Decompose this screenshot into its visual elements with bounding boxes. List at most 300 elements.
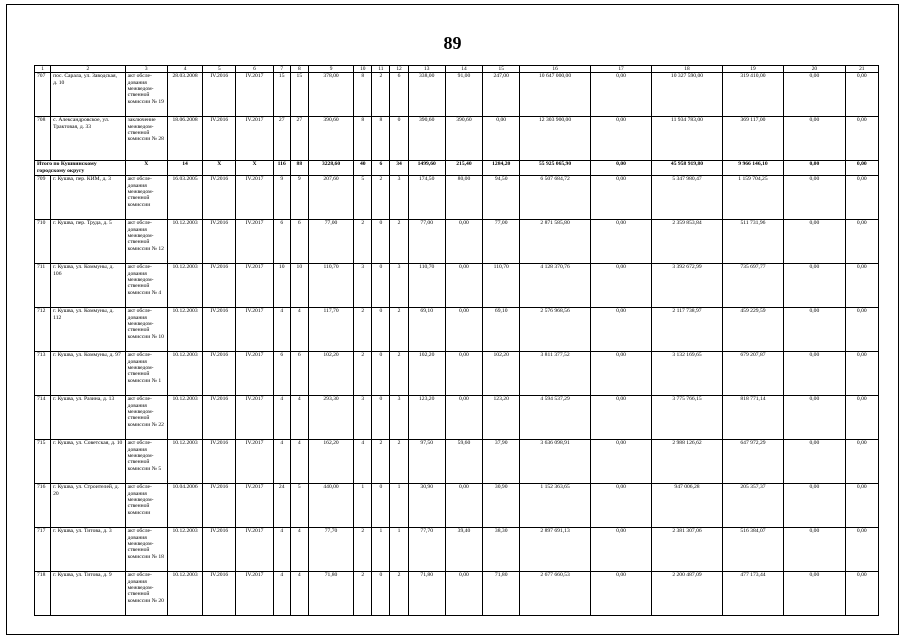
page-number: 89 <box>443 33 462 53</box>
value-cell: 0 <box>372 220 390 264</box>
value-cell: 9 <box>290 176 308 220</box>
value-cell: 3 132 169,65 <box>652 352 723 396</box>
row-number: 708 <box>35 117 51 161</box>
date-cell: 10.12.2003 <box>167 308 202 352</box>
document-cell: Х <box>125 161 167 176</box>
value-cell: 71,80 <box>308 572 353 616</box>
value-cell: 0,00 <box>845 572 878 616</box>
value-cell: 0,00 <box>784 572 845 616</box>
address-cell: г. Кушва, пер. Труда, д. 5 <box>51 220 126 264</box>
value-cell: 205 357,37 <box>722 484 783 528</box>
value-cell: 94,50 <box>483 176 520 220</box>
document-page <box>6 4 899 635</box>
address-cell: г. Кушва, ул. Титова, д. 9 <box>51 572 126 616</box>
value-cell: 3 <box>390 264 408 308</box>
value-cell: 459 229,59 <box>722 308 783 352</box>
value-cell: 338,00 <box>408 73 445 117</box>
row-number: 710 <box>35 220 51 264</box>
value-cell: 102,20 <box>308 352 353 396</box>
value-cell: 0,00 <box>845 220 878 264</box>
value-cell: 110,70 <box>408 264 445 308</box>
value-cell: 293,30 <box>308 396 353 440</box>
value-cell: IV.2017 <box>236 528 273 572</box>
column-number: 21 <box>845 66 878 73</box>
table-row <box>35 440 879 484</box>
value-cell: 247,00 <box>483 73 520 117</box>
value-cell: 71,80 <box>483 572 520 616</box>
value-cell: 0,00 <box>845 484 878 528</box>
value-cell: 4 <box>354 440 372 484</box>
value-cell: 77,00 <box>483 220 520 264</box>
table-row <box>35 73 879 117</box>
table-row <box>35 484 879 528</box>
column-number: 2 <box>51 66 126 73</box>
value-cell: 123,20 <box>408 396 445 440</box>
row-number: 718 <box>35 572 51 616</box>
value-cell: 390,60 <box>408 117 445 161</box>
value-cell: 71,80 <box>408 572 445 616</box>
date-cell: 10.04.2006 <box>167 484 202 528</box>
value-cell: 0,00 <box>590 117 651 161</box>
document-cell: акт обсле-дования межведом-ственной комиссии № 1 <box>125 352 167 396</box>
value-cell: 5 347 980,47 <box>652 176 723 220</box>
value-cell: 390,60 <box>308 117 353 161</box>
value-cell: 0 <box>372 572 390 616</box>
column-number: 6 <box>236 66 273 73</box>
value-cell: IV.2016 <box>203 308 236 352</box>
value-cell: 40 <box>354 161 372 176</box>
date-cell: 10.12.2003 <box>167 264 202 308</box>
date-cell: 18.06.2008 <box>167 117 202 161</box>
value-cell: 2 359 853,84 <box>652 220 723 264</box>
value-cell: 0 <box>390 117 408 161</box>
value-cell: 4 <box>290 528 308 572</box>
value-cell: 88 <box>290 161 308 176</box>
value-cell: 6 <box>273 220 290 264</box>
value-cell: 3 <box>390 396 408 440</box>
row-number: 707 <box>35 73 51 117</box>
value-cell: 59,60 <box>445 440 482 484</box>
value-cell: 0,00 <box>590 528 651 572</box>
value-cell: 3 <box>390 176 408 220</box>
value-cell: 10 647 000,00 <box>520 73 591 117</box>
value-cell: 6 <box>290 352 308 396</box>
value-cell: 0,00 <box>784 308 845 352</box>
value-cell: 0,00 <box>445 352 482 396</box>
value-cell: 3 <box>354 396 372 440</box>
address-cell: г. Кушва, ул. Коммуны, д. 106 <box>51 264 126 308</box>
value-cell: 77,00 <box>408 220 445 264</box>
value-cell: 116 <box>273 161 290 176</box>
value-cell: 0,00 <box>845 117 878 161</box>
value-cell: 2 <box>354 308 372 352</box>
value-cell: 0,00 <box>845 176 878 220</box>
value-cell: 2 <box>372 73 390 117</box>
value-cell: 15 <box>273 73 290 117</box>
value-cell: 0,00 <box>845 264 878 308</box>
address-cell: г. Кушва, пер. КИМ, д. 3 <box>51 176 126 220</box>
value-cell: IV.2016 <box>203 220 236 264</box>
value-cell: 15 <box>290 73 308 117</box>
value-cell: 10 <box>290 264 308 308</box>
value-cell: 2 <box>390 220 408 264</box>
value-cell: 319 410,00 <box>722 73 783 117</box>
value-cell: 4 <box>290 396 308 440</box>
table-row <box>35 572 879 616</box>
value-cell: IV.2017 <box>236 73 273 117</box>
value-cell: 69,10 <box>408 308 445 352</box>
value-cell: 0,00 <box>445 264 482 308</box>
value-cell: 37,90 <box>483 440 520 484</box>
row-number: 715 <box>35 440 51 484</box>
value-cell: 2 871 585,80 <box>520 220 591 264</box>
value-cell: 2 <box>390 440 408 484</box>
value-cell: 207,60 <box>308 176 353 220</box>
value-cell: 0,00 <box>784 176 845 220</box>
value-cell: 1284,20 <box>483 161 520 176</box>
column-number: 17 <box>590 66 651 73</box>
value-cell: IV.2016 <box>203 396 236 440</box>
value-cell: 77,70 <box>308 528 353 572</box>
date-cell: 10.12.2003 <box>167 220 202 264</box>
value-cell: 4 <box>273 440 290 484</box>
value-cell: 6 <box>372 161 390 176</box>
column-number: 9 <box>308 66 353 73</box>
value-cell: 0,00 <box>590 440 651 484</box>
value-cell: 39,40 <box>445 528 482 572</box>
value-cell: 0 <box>372 352 390 396</box>
value-cell: 38,30 <box>483 528 520 572</box>
value-cell: Х <box>203 161 236 176</box>
value-cell: 11 934 783,00 <box>652 117 723 161</box>
column-number: 7 <box>273 66 290 73</box>
table-row <box>35 176 879 220</box>
address-cell: г. Кушва, ул. Советская, д. 10 <box>51 440 126 484</box>
table-row <box>35 352 879 396</box>
row-number: 712 <box>35 308 51 352</box>
value-cell: 0,00 <box>590 176 651 220</box>
value-cell: 0,00 <box>845 161 878 176</box>
value-cell: 378,00 <box>308 73 353 117</box>
column-number: 19 <box>722 66 783 73</box>
value-cell: 9 <box>273 176 290 220</box>
value-cell: 4 594 537,29 <box>520 396 591 440</box>
value-cell: 0,00 <box>784 117 845 161</box>
address-cell: г. Кушва, ул. Коммуны, д. 97 <box>51 352 126 396</box>
row-number: 714 <box>35 396 51 440</box>
value-cell: IV.2016 <box>203 440 236 484</box>
row-number: 709 <box>35 176 51 220</box>
value-cell: IV.2016 <box>203 572 236 616</box>
column-number: 12 <box>390 66 408 73</box>
value-cell: 4 <box>273 528 290 572</box>
date-cell: 10.12.2003 <box>167 528 202 572</box>
value-cell: 102,20 <box>483 352 520 396</box>
value-cell: 4 <box>290 572 308 616</box>
address-cell: пос. Сарала, ул. Заводская, д. 10 <box>51 73 126 117</box>
value-cell: 2 988 126,62 <box>652 440 723 484</box>
value-cell: 4 <box>273 396 290 440</box>
value-cell: 0,00 <box>845 73 878 117</box>
column-number: 18 <box>652 66 723 73</box>
total-row <box>35 161 879 176</box>
total-label: Итого по Кушвинскому городскому округу <box>35 161 126 176</box>
value-cell: 1 <box>390 484 408 528</box>
row-number: 713 <box>35 352 51 396</box>
value-cell: 0,00 <box>590 220 651 264</box>
value-cell: 0,00 <box>590 161 651 176</box>
value-cell: 2 <box>354 220 372 264</box>
value-cell: 0,00 <box>784 396 845 440</box>
value-cell: 6 507 684,72 <box>520 176 591 220</box>
value-cell: 679 207,87 <box>722 352 783 396</box>
value-cell: 8 <box>354 117 372 161</box>
value-cell: 5 <box>290 484 308 528</box>
value-cell: 27 <box>290 117 308 161</box>
column-number: 5 <box>203 66 236 73</box>
value-cell: 6 <box>273 352 290 396</box>
value-cell: IV.2017 <box>236 117 273 161</box>
value-cell: 0,00 <box>445 308 482 352</box>
value-cell: 3 636 098,91 <box>520 440 591 484</box>
value-cell: 0,00 <box>784 528 845 572</box>
value-cell: 6 <box>390 73 408 117</box>
value-cell: 12 303 900,00 <box>520 117 591 161</box>
value-cell: 0,00 <box>784 352 845 396</box>
row-number: 717 <box>35 528 51 572</box>
table-row <box>35 264 879 308</box>
table-row <box>35 220 879 264</box>
column-number-row <box>35 66 879 73</box>
value-cell: 0,00 <box>784 73 845 117</box>
value-cell: IV.2016 <box>203 264 236 308</box>
date-cell: 10.12.2003 <box>167 352 202 396</box>
value-cell: 0,00 <box>590 484 651 528</box>
value-cell: 2 <box>390 308 408 352</box>
value-cell: 6 <box>290 220 308 264</box>
row-number: 711 <box>35 264 51 308</box>
table-row <box>35 396 879 440</box>
column-number: 10 <box>354 66 372 73</box>
table-row <box>35 528 879 572</box>
value-cell: 9 966 146,10 <box>722 161 783 176</box>
document-cell: акт обсле-дования межведом-ственной комиссии № 10 <box>125 308 167 352</box>
value-cell: 162,20 <box>308 440 353 484</box>
value-cell: 123,20 <box>483 396 520 440</box>
value-cell: 0,00 <box>845 396 878 440</box>
value-cell: 0,00 <box>784 264 845 308</box>
date-cell: 14 <box>167 161 202 176</box>
value-cell: 30,90 <box>408 484 445 528</box>
value-cell: 91,00 <box>445 73 482 117</box>
value-cell: 102,20 <box>408 352 445 396</box>
value-cell: Х <box>236 161 273 176</box>
value-cell: 2 <box>354 352 372 396</box>
column-number: 8 <box>290 66 308 73</box>
value-cell: 0,00 <box>590 73 651 117</box>
value-cell: 4 <box>290 440 308 484</box>
value-cell: IV.2017 <box>236 396 273 440</box>
value-cell: 735 697,77 <box>722 264 783 308</box>
value-cell: 215,40 <box>445 161 482 176</box>
value-cell: 0,00 <box>784 161 845 176</box>
value-cell: 1 <box>354 484 372 528</box>
value-cell: 818 771,14 <box>722 396 783 440</box>
document-cell: акт обсле-дования межведом-ственной комиссии № 20 <box>125 572 167 616</box>
document-cell: заключение межведом-ственной комиссии № 28 <box>125 117 167 161</box>
value-cell: 0 <box>372 484 390 528</box>
document-cell: акт обсле-дования межведом-ственной комиссии <box>125 176 167 220</box>
document-cell: акт обсле-дования межведом-ственной комиссии <box>125 484 167 528</box>
value-cell: 2 <box>390 572 408 616</box>
value-cell: 3 775 766,15 <box>652 396 723 440</box>
value-cell: 0,00 <box>784 220 845 264</box>
value-cell: 77,00 <box>308 220 353 264</box>
value-cell: 8 <box>372 117 390 161</box>
value-cell: 0,00 <box>590 308 651 352</box>
value-cell: 4 <box>290 308 308 352</box>
value-cell: 1499,60 <box>408 161 445 176</box>
value-cell: 1 <box>372 528 390 572</box>
value-cell: 0,00 <box>784 484 845 528</box>
address-cell: г. Кушва, ул. Коммуны, д. 112 <box>51 308 126 352</box>
address-cell: г. Кушва, ул. Разина, д. 13 <box>51 396 126 440</box>
value-cell: IV.2016 <box>203 528 236 572</box>
column-number: 16 <box>520 66 591 73</box>
value-cell: 0 <box>372 308 390 352</box>
value-cell: 34 <box>390 161 408 176</box>
value-cell: 2 897 691,13 <box>520 528 591 572</box>
value-cell: IV.2016 <box>203 117 236 161</box>
value-cell: 3 392 672,99 <box>652 264 723 308</box>
value-cell: 2 <box>372 440 390 484</box>
value-cell: 2 <box>354 572 372 616</box>
column-number: 20 <box>784 66 845 73</box>
value-cell: 117,70 <box>308 308 353 352</box>
value-cell: 647 972,29 <box>722 440 783 484</box>
value-cell: 97,50 <box>408 440 445 484</box>
value-cell: 45 958 919,80 <box>652 161 723 176</box>
value-cell: IV.2017 <box>236 220 273 264</box>
value-cell: 516 384,07 <box>722 528 783 572</box>
value-cell: 3 <box>354 264 372 308</box>
value-cell: 947 006,28 <box>652 484 723 528</box>
value-cell: 24 <box>273 484 290 528</box>
value-cell: 2 677 660,53 <box>520 572 591 616</box>
address-cell: г. Кушва, ул. Титова, д. 3 <box>51 528 126 572</box>
value-cell: 5 <box>354 176 372 220</box>
date-cell: 16.03.2005 <box>167 176 202 220</box>
value-cell: 8 <box>354 73 372 117</box>
value-cell: 55 925 065,90 <box>520 161 591 176</box>
value-cell: 369 117,00 <box>722 117 783 161</box>
value-cell: IV.2017 <box>236 176 273 220</box>
value-cell: 0,00 <box>445 220 482 264</box>
value-cell: 174,50 <box>408 176 445 220</box>
column-number: 14 <box>445 66 482 73</box>
document-cell: акт обсле-дования межведом-ственной комиссии № 19 <box>125 73 167 117</box>
value-cell: 511 731,96 <box>722 220 783 264</box>
document-cell: акт обсле-дования межведом-ственной комиссии № 4 <box>125 264 167 308</box>
value-cell: 0,00 <box>845 352 878 396</box>
value-cell: 0,00 <box>784 440 845 484</box>
value-cell: 3228,60 <box>308 161 353 176</box>
value-cell: IV.2017 <box>236 264 273 308</box>
value-cell: 110,70 <box>483 264 520 308</box>
value-cell: 4 <box>273 308 290 352</box>
value-cell: 0,00 <box>445 572 482 616</box>
value-cell: 3 811 377,52 <box>520 352 591 396</box>
value-cell: 390,60 <box>445 117 482 161</box>
value-cell: 0 <box>372 264 390 308</box>
value-cell: 477 173,44 <box>722 572 783 616</box>
value-cell: 1 159 704,25 <box>722 176 783 220</box>
document-cell: акт обсле-дования межведом-ственной комиссии № 22 <box>125 396 167 440</box>
value-cell: 80,00 <box>445 176 482 220</box>
value-cell: IV.2017 <box>236 484 273 528</box>
value-cell: 2 200 487,09 <box>652 572 723 616</box>
value-cell: IV.2017 <box>236 352 273 396</box>
value-cell: 0,00 <box>845 440 878 484</box>
value-cell: 4 <box>273 572 290 616</box>
date-cell: 10.12.2003 <box>167 440 202 484</box>
value-cell: 0,00 <box>590 264 651 308</box>
value-cell: 0,00 <box>483 117 520 161</box>
value-cell: IV.2016 <box>203 484 236 528</box>
value-cell: 30,90 <box>483 484 520 528</box>
column-number: 4 <box>167 66 202 73</box>
value-cell: 0,00 <box>845 528 878 572</box>
value-cell: IV.2017 <box>236 572 273 616</box>
row-number: 716 <box>35 484 51 528</box>
value-cell: 1 152 363,65 <box>520 484 591 528</box>
value-cell: 0,00 <box>590 396 651 440</box>
document-cell: акт обсле-дования межведом-ственной комиссии № 5 <box>125 440 167 484</box>
value-cell: IV.2017 <box>236 440 273 484</box>
value-cell: 440,00 <box>308 484 353 528</box>
value-cell: 2 <box>390 352 408 396</box>
column-number: 15 <box>483 66 520 73</box>
value-cell: 4 128 370,76 <box>520 264 591 308</box>
date-cell: 10.12.2003 <box>167 572 202 616</box>
address-cell: с. Александровское, ул. Трактовая, д. 33 <box>51 117 126 161</box>
housing-registry-table <box>34 65 879 616</box>
value-cell: 2 <box>372 176 390 220</box>
column-number: 3 <box>125 66 167 73</box>
value-cell: 0,00 <box>445 396 482 440</box>
document-cell: акт обсле-дования межведом-ственной комиссии № 12 <box>125 220 167 264</box>
value-cell: 69,10 <box>483 308 520 352</box>
table-row <box>35 117 879 161</box>
value-cell: 0,00 <box>590 572 651 616</box>
date-cell: 10.12.2003 <box>167 396 202 440</box>
value-cell: IV.2016 <box>203 176 236 220</box>
value-cell: 2 117 738,97 <box>652 308 723 352</box>
value-cell: 0,00 <box>590 352 651 396</box>
value-cell: 2 <box>354 528 372 572</box>
value-cell: 2 381 307,06 <box>652 528 723 572</box>
document-cell: акт обсле-дования межведом-ственной комиссии № 18 <box>125 528 167 572</box>
value-cell: IV.2016 <box>203 73 236 117</box>
value-cell: 110,70 <box>308 264 353 308</box>
address-cell: г. Кушва, ул. Строителей, д. 20 <box>51 484 126 528</box>
value-cell: 0 <box>372 396 390 440</box>
value-cell: 0,00 <box>445 484 482 528</box>
value-cell: 10 327 590,00 <box>652 73 723 117</box>
column-number: 11 <box>372 66 390 73</box>
value-cell: 1 <box>390 528 408 572</box>
value-cell: 77,70 <box>408 528 445 572</box>
